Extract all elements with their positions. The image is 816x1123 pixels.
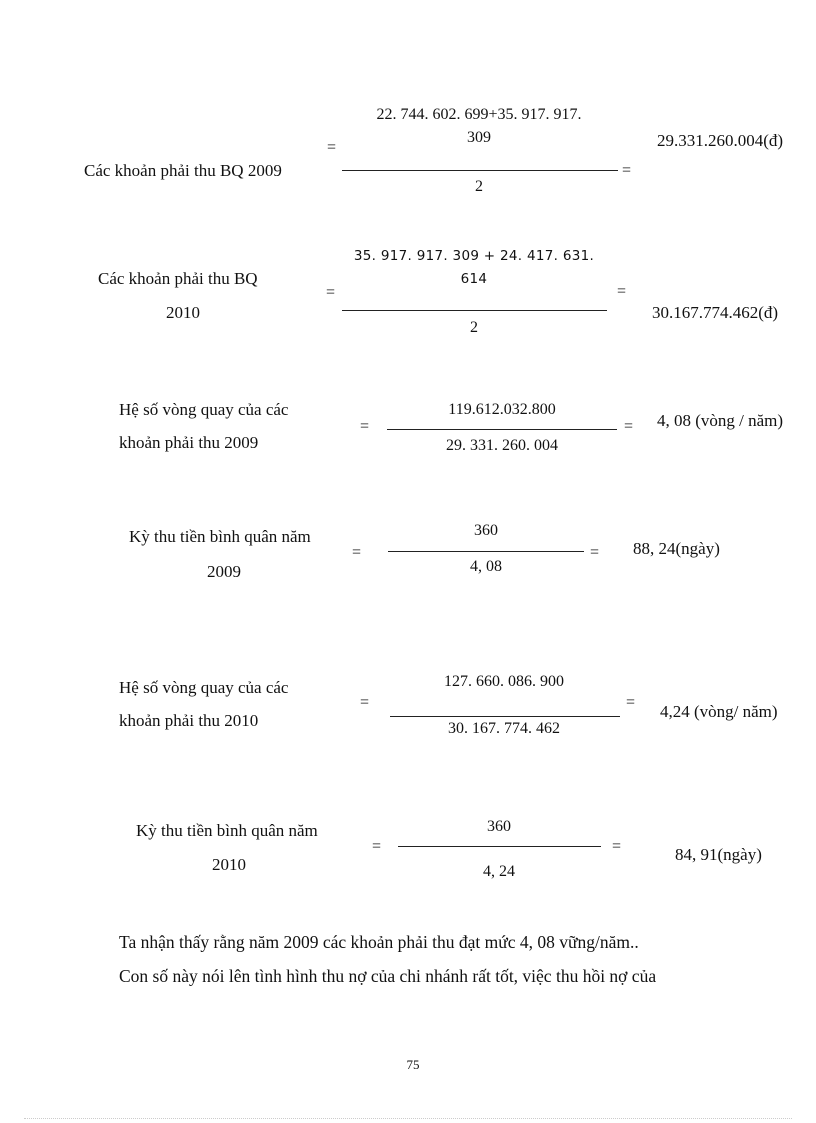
equals-sign: = <box>612 838 622 855</box>
numerator-line-1: 35. 917. 917. 309 + 24. 417. 631. <box>353 248 595 264</box>
equals-sign: = <box>624 418 634 435</box>
denominator: 4, 24 <box>483 863 515 880</box>
equals-sign: = <box>626 694 636 711</box>
formula-result: 4,24 (vòng/ năm) <box>660 702 778 721</box>
formula-result: 88, 24(ngày) <box>633 539 720 558</box>
formula-label-line-2: 2010 <box>212 855 246 874</box>
formula-label: Hệ số vòng quay của các <box>119 678 289 697</box>
formula-label-line-2: khoản phải thu 2009 <box>119 433 259 452</box>
paragraph-line-2: Con số này nói lên tình hình thu nợ của chi nhánh rất tốt, việc thu hồi nợ của <box>119 966 657 986</box>
formula-result: 4, 08 (vòng / năm) <box>657 411 784 430</box>
formula-result: 84, 91(ngày) <box>675 845 762 864</box>
formula-label: Kỳ thu tiền bình quân năm <box>129 527 311 546</box>
formula-label-line-2: khoản phải thu 2010 <box>119 711 259 730</box>
formula-label: Hệ số vòng quay của các <box>119 400 289 419</box>
denominator: 4, 08 <box>470 558 502 575</box>
equals-sign: = <box>327 139 337 156</box>
equals-sign: = <box>360 694 370 711</box>
equals-sign: = <box>590 544 600 561</box>
fraction-bar <box>387 429 617 430</box>
equals-sign: = <box>617 283 627 300</box>
equals-sign: = <box>372 838 382 855</box>
equals-sign: = <box>622 162 632 179</box>
page-number: 75 <box>406 1057 420 1072</box>
formula-result: 30.167.774.462(đ) <box>652 303 779 322</box>
formula-result: 29.331.260.004(đ) <box>657 131 784 150</box>
numerator: 127. 660. 086. 900 <box>444 673 564 690</box>
fraction-bar <box>342 170 618 171</box>
equals-sign: = <box>360 418 370 435</box>
numerator: 119.612.032.800 <box>448 401 556 418</box>
page-bottom-divider <box>24 1118 792 1119</box>
formula-label: Các khoản phải thu BQ 2009 <box>84 161 282 180</box>
equals-sign: = <box>352 544 362 561</box>
denominator: 29. 331. 260. 004 <box>446 437 558 454</box>
formula-label-line-2: 2010 <box>166 303 200 322</box>
fraction-bar <box>342 310 607 311</box>
denominator: 30. 167. 774. 462 <box>448 720 560 737</box>
numerator: 360 <box>474 522 498 539</box>
denominator: 2 <box>470 319 478 336</box>
equals-sign: = <box>326 284 336 301</box>
fraction-bar <box>398 846 601 847</box>
numerator-line-2: 614 <box>460 271 488 287</box>
paragraph-line-1: Ta nhận thấy rằng năm 2009 các khoản phải thu đạt mức 4, 08 vững/năm.. <box>119 932 639 952</box>
formula-label: Kỳ thu tiền bình quân năm <box>136 821 318 840</box>
numerator-line-1: 22. 744. 602. 699+35. 917. 917. <box>376 106 582 123</box>
denominator: 2 <box>475 178 483 195</box>
numerator-line-2: 309 <box>467 129 491 146</box>
fraction-bar <box>390 716 620 717</box>
formula-label-line-2: 2009 <box>207 562 241 581</box>
formula-label: Các khoản phải thu BQ <box>98 269 258 288</box>
fraction-bar <box>388 551 584 552</box>
numerator: 360 <box>487 818 511 835</box>
